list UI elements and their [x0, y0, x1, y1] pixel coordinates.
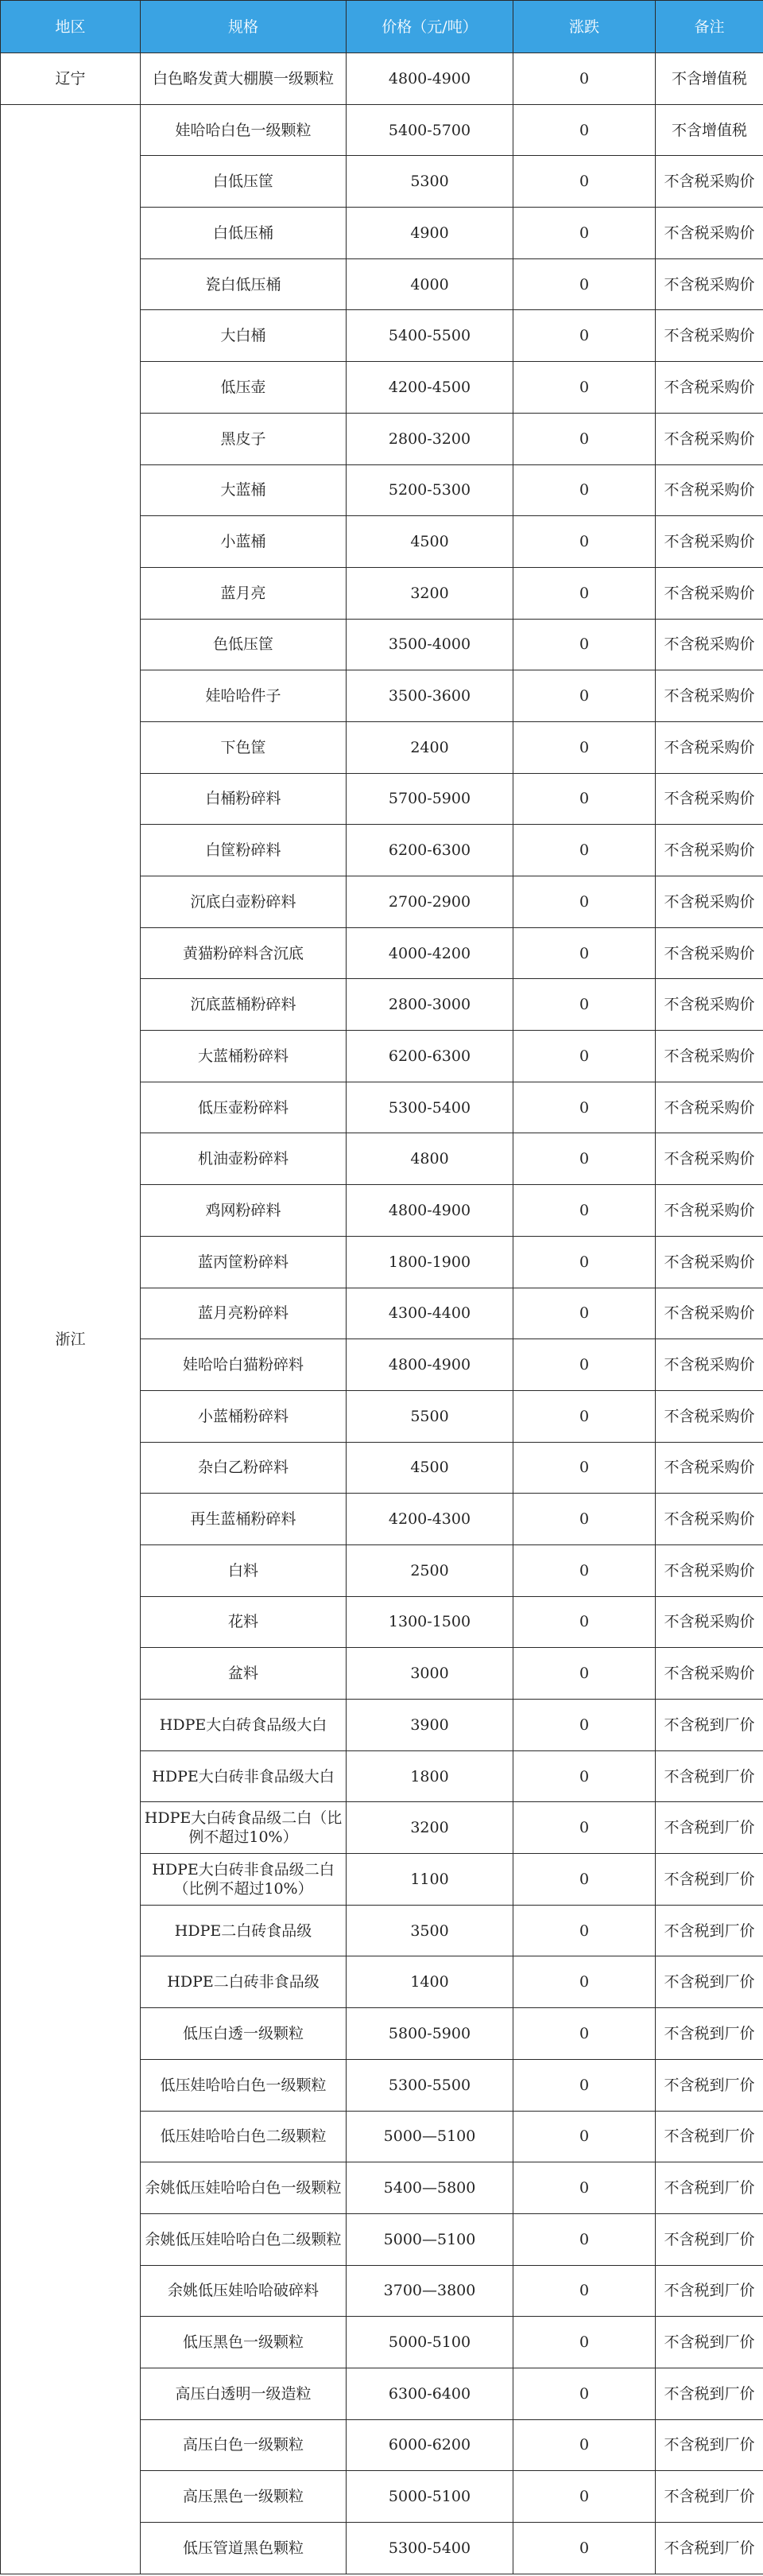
spec-cell: 低压白透一级颗粒: [141, 2008, 347, 2060]
price-cell: 5700-5900: [347, 773, 513, 825]
price-cell: 5000—5100: [347, 2213, 513, 2265]
price-cell: 5300: [347, 156, 513, 208]
spec-cell: 白色略发黄大棚膜一级颗粒: [141, 53, 347, 105]
spec-cell: 低压黑色一级颗粒: [141, 2317, 347, 2368]
price-cell: 3500-3600: [347, 670, 513, 722]
spec-cell: 机油壶粉碎料: [141, 1133, 347, 1185]
change-cell: 0: [513, 1185, 656, 1237]
note-cell: 不含税到厂价: [656, 1802, 763, 1854]
note-cell: 不含税采购价: [656, 927, 763, 979]
note-cell: 不含税到厂价: [656, 2317, 763, 2368]
price-cell: 4000: [347, 258, 513, 310]
spec-cell: 白低压桶: [141, 208, 347, 259]
note-cell: 不含税采购价: [656, 1442, 763, 1494]
price-cell: 5000-5100: [347, 2471, 513, 2523]
note-cell: 不含税到厂价: [656, 2162, 763, 2214]
note-cell: 不含税采购价: [656, 979, 763, 1031]
price-cell: 1800-1900: [347, 1236, 513, 1288]
table-row: [1, 104, 763, 156]
spec-cell: 沉底白壶粉碎料: [141, 876, 347, 928]
spec-cell: 蓝月亮粉碎料: [141, 1288, 347, 1339]
price-cell: 5200-5300: [347, 464, 513, 516]
note-cell: 不含增值税: [656, 53, 763, 105]
note-cell: 不含税采购价: [656, 156, 763, 208]
note-cell: 不含税到厂价: [656, 1905, 763, 1956]
price-cell: 3700—3800: [347, 2265, 513, 2317]
note-cell: 不含税采购价: [656, 1031, 763, 1082]
change-cell: 0: [513, 2111, 656, 2162]
note-cell: 不含税采购价: [656, 1288, 763, 1339]
price-cell: 3500: [347, 1905, 513, 1956]
spec-cell: 黑皮子: [141, 413, 347, 464]
note-cell: 不含税采购价: [656, 1339, 763, 1391]
table-row: [1, 53, 763, 105]
table-body: [1, 53, 763, 2574]
note-cell: 不含税到厂价: [656, 2008, 763, 2060]
change-cell: 0: [513, 1905, 656, 1956]
spec-cell: 低压壶粉碎料: [141, 1082, 347, 1133]
spec-cell: 杂白乙粉碎料: [141, 1442, 347, 1494]
change-cell: 0: [513, 104, 656, 156]
price-cell: 5000—5100: [347, 2111, 513, 2162]
change-cell: 0: [513, 2419, 656, 2471]
table-header: [1, 1, 763, 53]
note-cell: 不含税采购价: [656, 1494, 763, 1545]
change-cell: 0: [513, 721, 656, 773]
change-cell: 0: [513, 1339, 656, 1391]
change-cell: 0: [513, 53, 656, 105]
price-cell: 4200-4300: [347, 1494, 513, 1545]
price-cell: 4300-4400: [347, 1288, 513, 1339]
spec-cell: 黄猫粉碎料含沉底: [141, 927, 347, 979]
change-cell: 0: [513, 464, 656, 516]
spec-cell: 余姚低压娃哈哈破碎料: [141, 2265, 347, 2317]
price-cell: 4500: [347, 1442, 513, 1494]
change-cell: 0: [513, 208, 656, 259]
price-cell: 1400: [347, 1956, 513, 2008]
price-cell: 2800-3200: [347, 413, 513, 464]
note-cell: 不含税采购价: [656, 464, 763, 516]
note-cell: 不含税到厂价: [656, 2523, 763, 2574]
price-cell: 5400-5500: [347, 310, 513, 362]
price-cell: 3200: [347, 567, 513, 619]
spec-cell: HDPE二白砖非食品级: [141, 1956, 347, 2008]
price-cell: 1300-1500: [347, 1596, 513, 1648]
note-cell: 不含税到厂价: [656, 1750, 763, 1802]
note-cell: 不含税采购价: [656, 721, 763, 773]
spec-cell: 娃哈哈件子: [141, 670, 347, 722]
spec-cell: 低压管道黑色颗粒: [141, 2523, 347, 2574]
price-cell: 4500: [347, 516, 513, 568]
column-header-region: 地区: [1, 1, 141, 53]
price-cell: 2400: [347, 721, 513, 773]
change-cell: 0: [513, 1750, 656, 1802]
note-cell: 不含税采购价: [656, 825, 763, 876]
change-cell: 0: [513, 1390, 656, 1442]
change-cell: 0: [513, 362, 656, 414]
spec-cell: 高压白透明一级造粒: [141, 2368, 347, 2419]
change-cell: 0: [513, 2059, 656, 2111]
spec-cell: 高压白色一级颗粒: [141, 2419, 347, 2471]
note-cell: 不含税采购价: [656, 413, 763, 464]
note-cell: 不含税采购价: [656, 1596, 763, 1648]
price-cell: 4800-4900: [347, 1185, 513, 1237]
change-cell: 0: [513, 2368, 656, 2419]
price-cell: 6300-6400: [347, 2368, 513, 2419]
change-cell: 0: [513, 413, 656, 464]
change-cell: 0: [513, 2317, 656, 2368]
header-row: [1, 1, 763, 53]
region-cell: 浙江: [1, 104, 141, 2574]
change-cell: 0: [513, 2213, 656, 2265]
change-cell: 0: [513, 2523, 656, 2574]
spec-cell: 高压黑色一级颗粒: [141, 2471, 347, 2523]
change-cell: 0: [513, 310, 656, 362]
note-cell: 不含税采购价: [656, 1648, 763, 1700]
spec-cell: HDPE大白砖非食品级大白: [141, 1750, 347, 1802]
spec-cell: 下色筐: [141, 721, 347, 773]
spec-cell: 蓝丙筐粉碎料: [141, 1236, 347, 1288]
note-cell: 不含税采购价: [656, 1236, 763, 1288]
spec-cell: 白桶粉碎料: [141, 773, 347, 825]
spec-cell: 娃哈哈白色一级颗粒: [141, 104, 347, 156]
change-cell: 0: [513, 2008, 656, 2060]
spec-cell: 余姚低压娃哈哈白色一级颗粒: [141, 2162, 347, 2214]
price-cell: 1800: [347, 1750, 513, 1802]
spec-cell: 低压壶: [141, 362, 347, 414]
price-cell: 4000-4200: [347, 927, 513, 979]
price-cell: 5400—5800: [347, 2162, 513, 2214]
spec-cell: 大蓝桶: [141, 464, 347, 516]
price-cell: 5800-5900: [347, 2008, 513, 2060]
price-cell: 2500: [347, 1544, 513, 1596]
change-cell: 0: [513, 1700, 656, 1751]
note-cell: 不含税采购价: [656, 258, 763, 310]
spec-cell: 盆料: [141, 1648, 347, 1700]
change-cell: 0: [513, 619, 656, 670]
spec-cell: 色低压筐: [141, 619, 347, 670]
change-cell: 0: [513, 1854, 656, 1906]
price-cell: 3500-4000: [347, 619, 513, 670]
spec-cell: 白低压筐: [141, 156, 347, 208]
spec-cell: 余姚低压娃哈哈白色二级颗粒: [141, 2213, 347, 2265]
note-cell: 不含税到厂价: [656, 2213, 763, 2265]
change-cell: 0: [513, 1494, 656, 1545]
note-cell: 不含税到厂价: [656, 2471, 763, 2523]
change-cell: 0: [513, 1648, 656, 1700]
spec-cell: HDPE大白砖食品级大白: [141, 1700, 347, 1751]
price-cell: 3000: [347, 1648, 513, 1700]
spec-cell: 小蓝桶: [141, 516, 347, 568]
change-cell: 0: [513, 258, 656, 310]
price-cell: 5300-5500: [347, 2059, 513, 2111]
change-cell: 0: [513, 1236, 656, 1288]
note-cell: 不含税到厂价: [656, 1956, 763, 2008]
change-cell: 0: [513, 979, 656, 1031]
price-cell: 4200-4500: [347, 362, 513, 414]
price-cell: 5300-5400: [347, 1082, 513, 1133]
note-cell: 不含税采购价: [656, 1082, 763, 1133]
spec-cell: 沉底蓝桶粉碎料: [141, 979, 347, 1031]
price-cell: 4800-4900: [347, 1339, 513, 1391]
note-cell: 不含税采购价: [656, 876, 763, 928]
spec-cell: 大白桶: [141, 310, 347, 362]
note-cell: 不含税采购价: [656, 1133, 763, 1185]
spec-cell: 鸡网粉碎料: [141, 1185, 347, 1237]
price-cell: 4800-4900: [347, 53, 513, 105]
spec-cell: HDPE大白砖非食品级二白（比例不超过10%）: [141, 1854, 347, 1906]
note-cell: 不含税到厂价: [656, 1854, 763, 1906]
price-cell: 5300-5400: [347, 2523, 513, 2574]
note-cell: 不含税到厂价: [656, 2419, 763, 2471]
note-cell: 不含税到厂价: [656, 2111, 763, 2162]
note-cell: 不含税到厂价: [656, 2265, 763, 2317]
change-cell: 0: [513, 927, 656, 979]
note-cell: 不含税采购价: [656, 208, 763, 259]
change-cell: 0: [513, 1544, 656, 1596]
note-cell: 不含税采购价: [656, 310, 763, 362]
change-cell: 0: [513, 825, 656, 876]
price-cell: 2700-2900: [347, 876, 513, 928]
spec-cell: 再生蓝桶粉碎料: [141, 1494, 347, 1545]
change-cell: 0: [513, 773, 656, 825]
price-cell: 3200: [347, 1802, 513, 1854]
price-cell: 2800-3000: [347, 979, 513, 1031]
change-cell: 0: [513, 516, 656, 568]
spec-cell: 低压娃哈哈白色一级颗粒: [141, 2059, 347, 2111]
spec-cell: 小蓝桶粉碎料: [141, 1390, 347, 1442]
note-cell: 不含税到厂价: [656, 1700, 763, 1751]
note-cell: 不含税采购价: [656, 1544, 763, 1596]
spec-cell: 大蓝桶粉碎料: [141, 1031, 347, 1082]
note-cell: 不含税采购价: [656, 1185, 763, 1237]
note-cell: 不含税到厂价: [656, 2059, 763, 2111]
change-cell: 0: [513, 1288, 656, 1339]
spec-cell: 白筐粉碎料: [141, 825, 347, 876]
column-header-spec: 规格: [141, 1, 347, 53]
price-cell: 3900: [347, 1700, 513, 1751]
change-cell: 0: [513, 1031, 656, 1082]
price-cell: 6200-6300: [347, 1031, 513, 1082]
column-header-note: 备注: [656, 1, 763, 53]
note-cell: 不含税采购价: [656, 670, 763, 722]
spec-cell: 娃哈哈白猫粉碎料: [141, 1339, 347, 1391]
price-cell: 4800: [347, 1133, 513, 1185]
note-cell: 不含税采购价: [656, 619, 763, 670]
note-cell: 不含增值税: [656, 104, 763, 156]
column-header-change: 涨跌: [513, 1, 656, 53]
change-cell: 0: [513, 670, 656, 722]
price-cell: 5000-5100: [347, 2317, 513, 2368]
note-cell: 不含税采购价: [656, 567, 763, 619]
note-cell: 不含税到厂价: [656, 2368, 763, 2419]
change-cell: 0: [513, 1802, 656, 1854]
spec-cell: 花料: [141, 1596, 347, 1648]
spec-cell: 蓝月亮: [141, 567, 347, 619]
change-cell: 0: [513, 1442, 656, 1494]
region-cell: 辽宁: [1, 53, 141, 105]
change-cell: 0: [513, 876, 656, 928]
change-cell: 0: [513, 156, 656, 208]
price-cell: 1100: [347, 1854, 513, 1906]
change-cell: 0: [513, 1596, 656, 1648]
note-cell: 不含税采购价: [656, 773, 763, 825]
price-cell: 4900: [347, 208, 513, 259]
spec-cell: HDPE二白砖食品级: [141, 1905, 347, 1956]
change-cell: 0: [513, 2471, 656, 2523]
price-cell: 6200-6300: [347, 825, 513, 876]
change-cell: 0: [513, 2162, 656, 2214]
change-cell: 0: [513, 567, 656, 619]
spec-cell: 瓷白低压桶: [141, 258, 347, 310]
price-cell: 5400-5700: [347, 104, 513, 156]
note-cell: 不含税采购价: [656, 362, 763, 414]
change-cell: 0: [513, 2265, 656, 2317]
spec-cell: HDPE大白砖食品级二白（比例不超过10%）: [141, 1802, 347, 1854]
change-cell: 0: [513, 1133, 656, 1185]
spec-cell: 低压娃哈哈白色二级颗粒: [141, 2111, 347, 2162]
column-header-price: 价格（元/吨）: [347, 1, 513, 53]
note-cell: 不含税采购价: [656, 516, 763, 568]
change-cell: 0: [513, 1956, 656, 2008]
change-cell: 0: [513, 1082, 656, 1133]
price-cell: 6000-6200: [347, 2419, 513, 2471]
note-cell: 不含税采购价: [656, 1390, 763, 1442]
spec-cell: 白料: [141, 1544, 347, 1596]
price-cell: 5500: [347, 1390, 513, 1442]
